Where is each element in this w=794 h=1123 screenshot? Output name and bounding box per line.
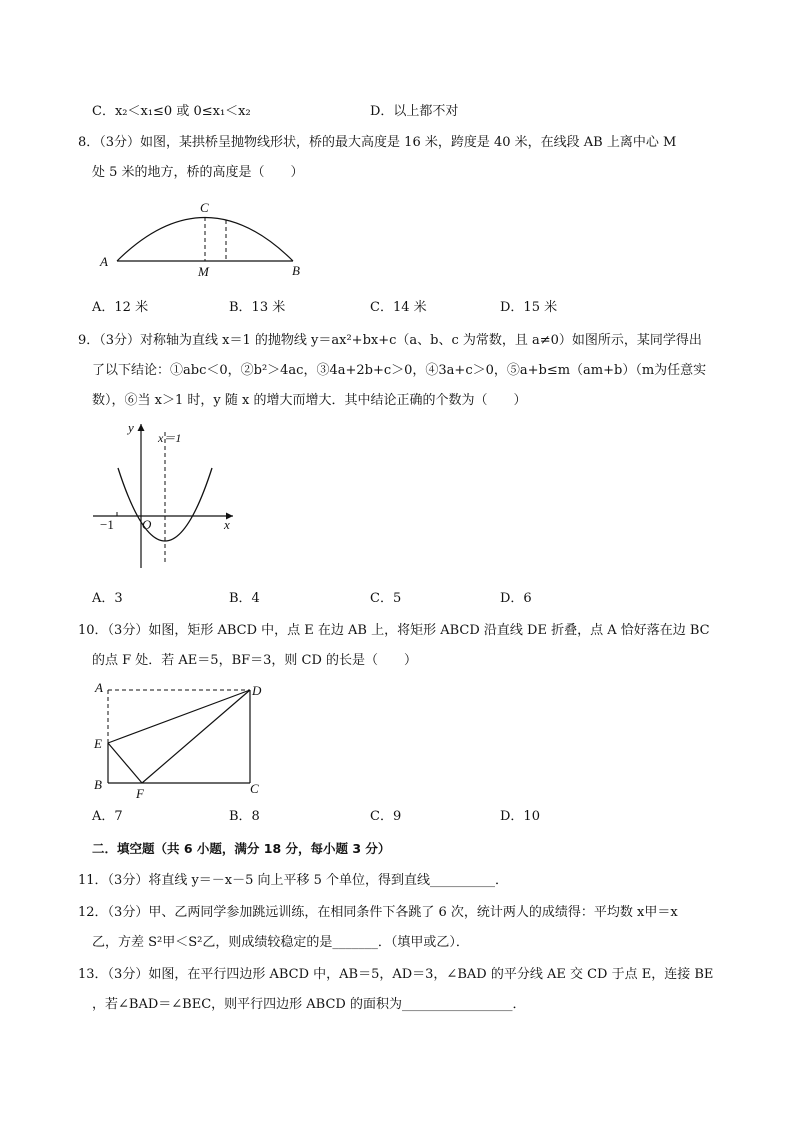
label-x: x <box>224 517 230 532</box>
q9-option-b: B．4 <box>229 591 260 606</box>
label-a: A <box>95 680 103 695</box>
q10-text-line2: 的点 F 处．若 AE＝5，BF＝3，则 CD 的长是（ ） <box>92 653 418 668</box>
label-f: F <box>136 786 144 801</box>
label-minus1: −1 <box>100 517 114 532</box>
q10-rectangle-figure <box>88 676 278 804</box>
q10-text-line1: 10．（3分）如图，矩形 ABCD 中，点 E 在边 AB 上，将矩形 ABCD 沿直线 DE 折叠，点 A 恰好落在边 BC <box>78 623 710 638</box>
label-b: B <box>94 777 102 792</box>
q9-text-line3: 数），⑥当 x＞1 时，y 随 x 的增大而增大．其中结论正确的个数为（ ） <box>92 393 527 408</box>
q7-option-d: D．以上都不对 <box>370 104 459 119</box>
q9-option-a: A．3 <box>92 591 123 606</box>
q10-option-b: B．8 <box>229 809 260 824</box>
q11-text: 11．（3分）将直线 y＝－x－5 向上平移 5 个单位，得到直线__________． <box>78 873 509 888</box>
q13-text-line1: 13．（3分）如图，在平行四边形 ABCD 中，AB＝5，AD＝3，∠BAD 的平分线 AE 交 CD 于点 E，连接 BE <box>78 967 714 982</box>
q9-option-d: D．6 <box>500 591 532 606</box>
q13-text-line2: ，若∠BAD＝∠BEC，则平行四边形 ABCD 的面积为_________________． <box>92 997 526 1012</box>
q10-option-c: C．9 <box>370 809 402 824</box>
q8-text-line1: 8．（3分）如图，某拱桥呈抛物线形状，桥的最大高度是 16 米，跨度是 40 米，在线段 AB 上离中心 M <box>78 135 677 150</box>
label-e: E <box>94 736 102 751</box>
label-d: D <box>252 683 262 698</box>
label-c: C <box>200 200 209 215</box>
q10-option-a: A．7 <box>92 809 123 824</box>
q8-text-line2: 处 5 米的地方，桥的高度是（ ） <box>92 165 304 180</box>
q9-text-line2: 了以下结论：①abc＜0，②b²＞4ac，③4a+2b+c＞0，④3a+c＞0，⑤a+b≤m（am+b）（m为任意实 <box>92 363 707 378</box>
q8-arch-figure <box>95 196 315 286</box>
label-origin: O <box>142 517 152 532</box>
q12-text-line1: 12．（3分）甲、乙两同学参加跳远训练，在相同条件下各跳了 6 次，统计两人的成绩得：平均数 x甲＝x <box>78 905 678 920</box>
q8-option-d: D．15 米 <box>500 300 558 315</box>
label-a: A <box>100 254 108 269</box>
q8-option-a: A．12 米 <box>92 300 149 315</box>
q10-option-d: D．10 <box>500 809 540 824</box>
label-y: y <box>128 420 134 435</box>
label-c: C <box>250 781 259 796</box>
q9-parabola-figure <box>88 418 248 578</box>
label-symmetry: x＝1 <box>158 431 182 445</box>
q12-text-line2: 乙，方差 S²甲＜S²乙，则成绩较稳定的是_______．（填甲或乙）． <box>92 935 469 950</box>
q7-option-c: C．x₂＜x₁≤0 或 0≤x₁＜x₂ <box>92 104 251 119</box>
segment-de <box>108 690 250 743</box>
q8-option-c: C．14 米 <box>370 300 427 315</box>
label-b: B <box>292 263 300 278</box>
label-m: M <box>198 264 209 279</box>
q8-option-b: B．13 米 <box>229 300 286 315</box>
q9-option-c: C．5 <box>370 591 402 606</box>
section-fill-in-heading: 二．填空题（共 6 小题，满分 18 分，每小题 3 分） <box>92 841 391 856</box>
q9-text-line1: 9．（3分）对称轴为直线 x＝1 的抛物线 y＝ax²+bx+c（a、b、c 为常数，且 a≠0）如图所示，某同学得出 <box>78 333 702 348</box>
segment-fd <box>142 690 250 783</box>
segment-ef <box>108 743 142 783</box>
